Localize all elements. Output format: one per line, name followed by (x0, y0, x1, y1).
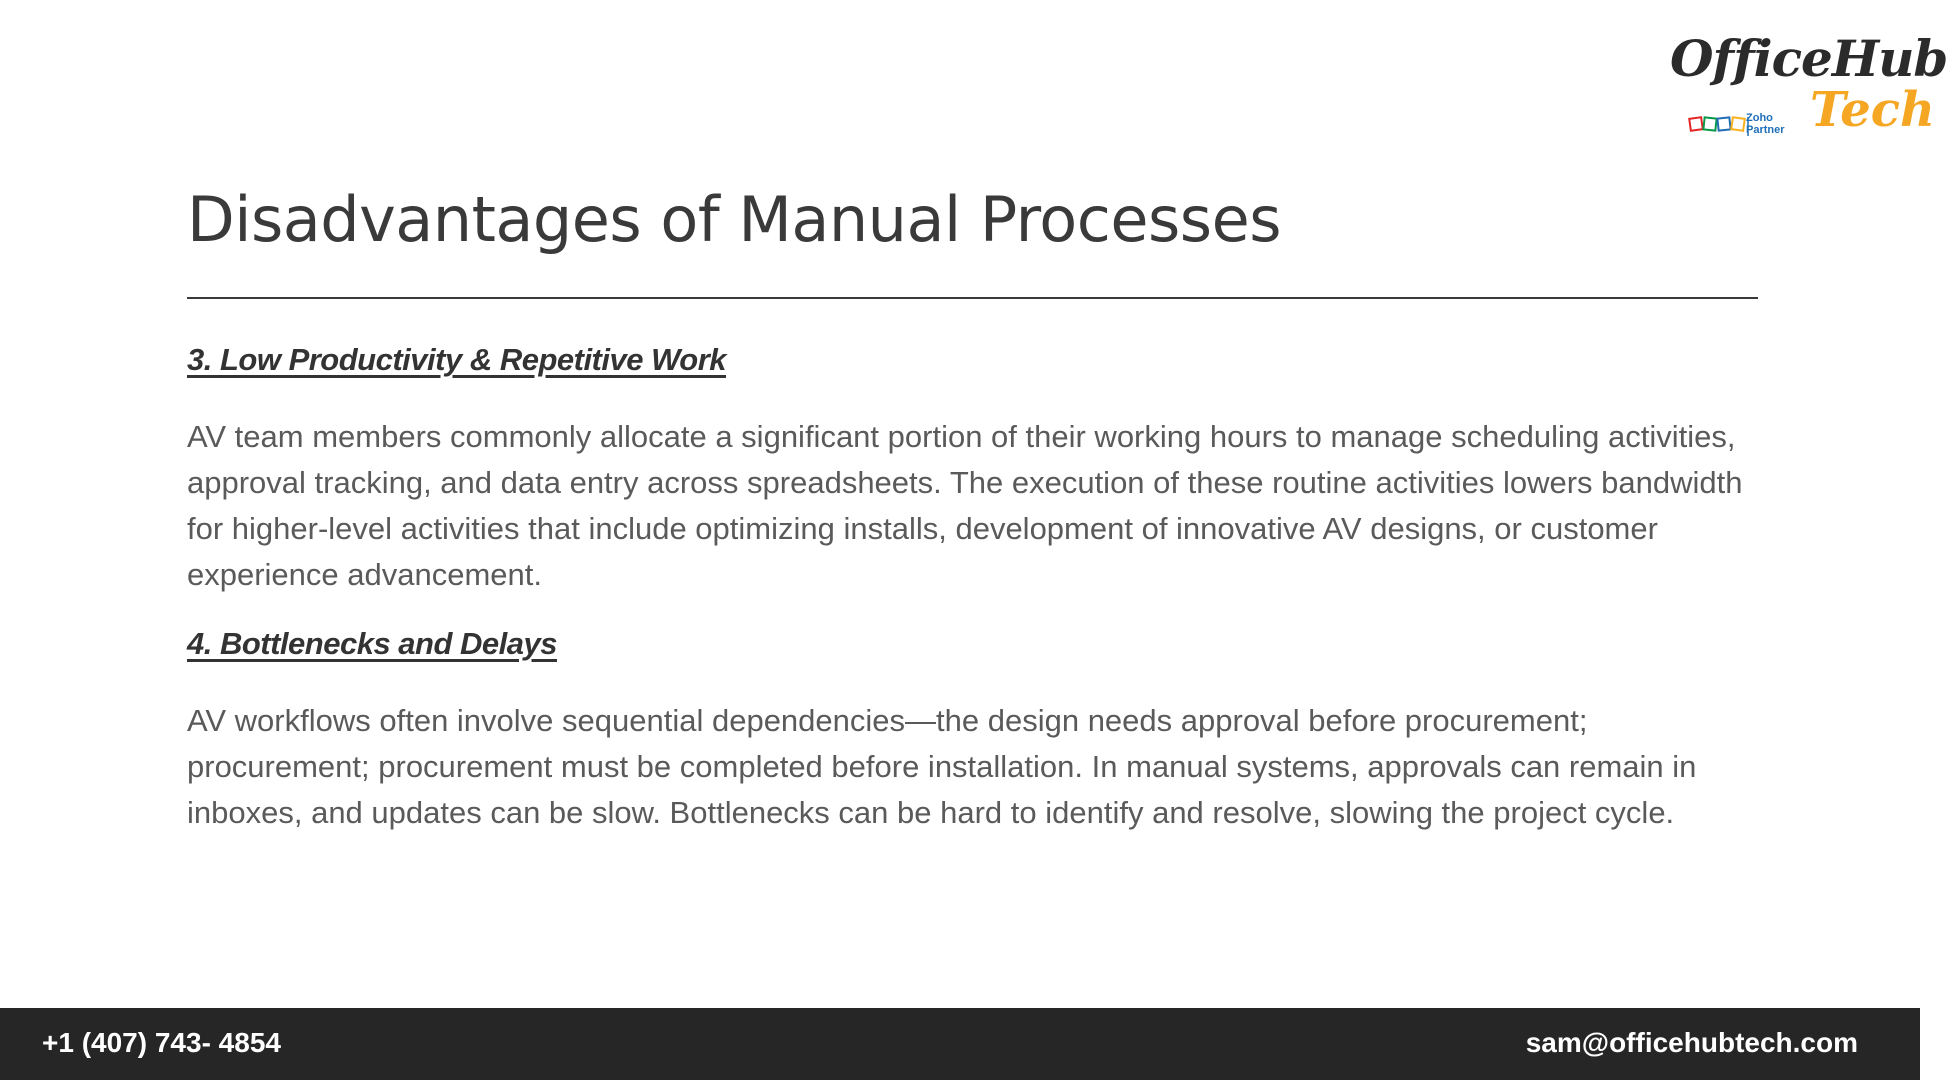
footer-bar (0, 1008, 1920, 1080)
section-heading-bottlenecks: 4. Bottlenecks and Delays (187, 626, 557, 661)
slide-title: Disadvantages of Manual Processes (187, 183, 1282, 256)
title-divider (187, 297, 1758, 299)
section-body-bottlenecks: AV workflows often involve sequential dependencies—the design needs approval before procurement; procurement; procurement must be completed before installation. In manual systems, approvals can remain in inboxes, and updates can be slow. Bottlenecks can be hard to identify and resolve, slowing the project cycle. (187, 703, 1697, 830)
section-body-low-productivity: AV team members commonly allocate a significant portion of their working hours to manage scheduling activities, approval tracking, and data entry across spreadsheets. The execution of these routine activities lowers bandwidth for higher-level activities that include optimizing installs, development of innovative AV designs, or customer experience advancement. (187, 419, 1743, 592)
zoho-partner-label: Zoho Partner (1746, 112, 1785, 136)
officehub-tech-logo (1660, 29, 1947, 144)
section-heading-low-productivity: 3. Low Productivity & Repetitive Work (187, 342, 727, 377)
logo-wordmark-tech: Tech (1810, 82, 1935, 138)
footer-phone[interactable]: +1 (407) 743- 4854 (42, 1027, 281, 1058)
logo-wordmark: OfficeHub (1670, 29, 1947, 88)
footer-email[interactable]: sam@officehubtech.com (1525, 1027, 1858, 1058)
